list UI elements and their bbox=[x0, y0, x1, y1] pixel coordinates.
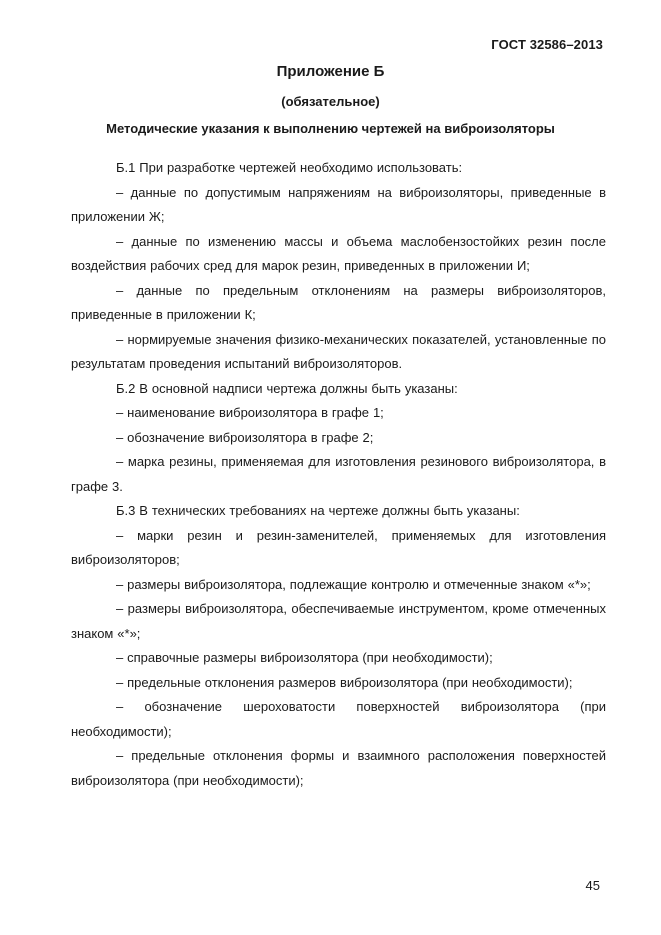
list-item: – обозначение виброизолятора в графе 2; bbox=[116, 429, 374, 445]
paragraph-b3: Б.3 В технических требованиях на чертеже должны быть указаны: bbox=[116, 503, 520, 518]
appendix-heading: Методические указания к выполнению чертежей на виброизоляторы bbox=[106, 121, 555, 136]
document-body bbox=[71, 156, 606, 793]
list-item: – марки резин и резин-заменителей, применяемых для изготовления виброизоляторов; bbox=[71, 527, 606, 567]
appendix-title: Приложение Б bbox=[276, 63, 385, 80]
standard-code: ГОСТ 32586–2013 bbox=[491, 37, 603, 52]
appendix-status: (обязательное) bbox=[281, 94, 380, 109]
list-item: – данные по изменению массы и объема маслобензостойких резин после воздействия рабочих сред для марок резин, приведенных в приложении И; bbox=[71, 233, 606, 273]
list-item: – размеры виброизолятора, подлежащие контролю и отмеченные знаком «*»; bbox=[116, 576, 591, 592]
list-item: – марка резины, применяемая для изготовления резинового виброизолятора, в графе 3. bbox=[71, 454, 606, 494]
page-number: 45 bbox=[585, 878, 600, 893]
list-item: – обозначение шероховатости поверхностей виброизолятора (при необходимости); bbox=[71, 699, 606, 739]
list-item: – данные по допустимым напряжениям на виброизоляторы, приведенные в приложении Ж; bbox=[71, 184, 606, 224]
paragraph-b2: Б.2 В основной надписи чертежа должны быть указаны: bbox=[116, 380, 458, 396]
list-item: – размеры виброизолятора, обеспечиваемые инструментом, кроме отмеченных знаком «*»; bbox=[71, 601, 606, 641]
paragraph-b1: Б.1 При разработке чертежей необходимо использовать: bbox=[116, 160, 463, 175]
list-item: – справочные размеры виброизолятора (при необходимости); bbox=[116, 650, 493, 665]
list-item: – предельные отклонения размеров виброизолятора (при необходимости); bbox=[116, 674, 573, 690]
list-item: – данные по предельным отклонениям на размеры виброизоляторов, приведенные в приложении К; bbox=[71, 282, 606, 322]
list-item: – предельные отклонения формы и взаимного расположения поверхностей виброизолятора (при необходимости); bbox=[71, 748, 606, 788]
list-item: – наименование виброизолятора в графе 1; bbox=[116, 405, 384, 420]
list-item: – нормируемые значения физико-механических показателей, установленные по результатам проведения испытаний виброизоляторов. bbox=[71, 331, 606, 371]
